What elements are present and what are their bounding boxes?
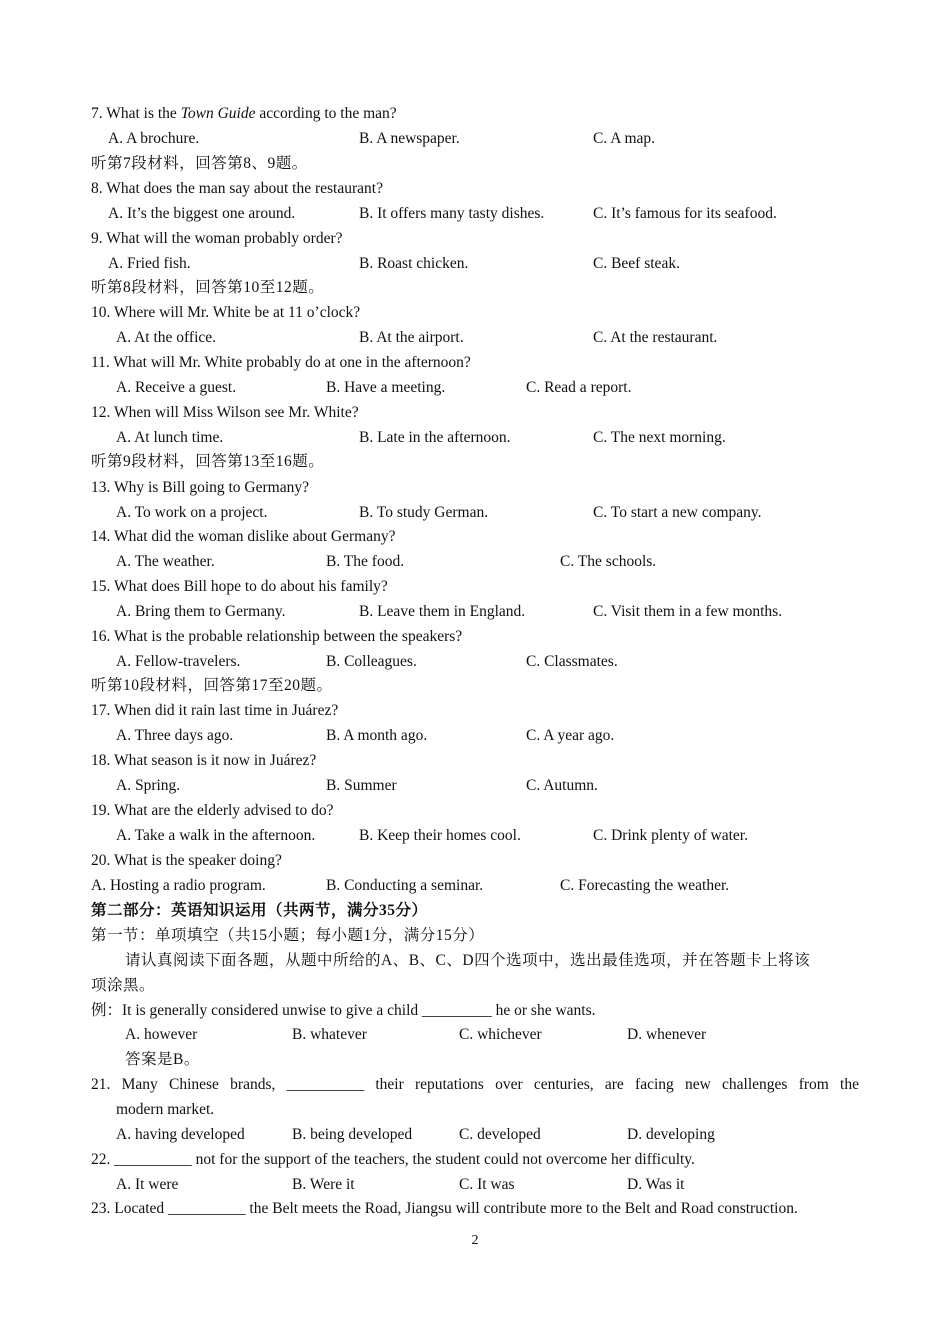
q11-option-a[interactable]: A. Receive a guest. [116,379,237,396]
q7-option-b[interactable]: B. A newspaper. [359,130,460,147]
q13-option-b[interactable]: B. To study German. [359,504,489,521]
q11-option-b[interactable]: B. Have a meeting. [326,379,446,396]
q19-option-c[interactable]: C. Drink plenty of water. [593,827,748,844]
q8-option-b[interactable]: B. It offers many tasty dishes. [359,205,545,222]
example-question: 例：It is generally considered unwise to give a child _________ he or she wants. [91,1002,596,1019]
q15-option-c[interactable]: C. Visit them in a few months. [593,603,783,620]
q21-option-d[interactable]: D. developing [627,1126,715,1143]
example-option-a[interactable]: A. however [125,1026,198,1043]
example-answer: 答案是B。 [125,1051,200,1068]
q19-option-a[interactable]: A. Take a walk in the afternoon. [116,827,316,844]
question-21-line-1: 21. Many Chinese brands, __________ their reputations over centuries, are facing new challenges from the [91,1076,859,1093]
question-10: 10. Where will Mr. White be at 11 o’clock? [91,304,361,321]
example-option-d[interactable]: D. whenever [627,1026,707,1043]
q22-option-d[interactable]: D. Was it [627,1176,685,1193]
question-7-text: 7. What is the [91,105,181,122]
question-17: 17. When did it rain last time in Juárez? [91,702,339,719]
question-11: 11. What will Mr. White probably do at one in the afternoon? [91,354,471,371]
question-7 [91,104,397,124]
q16-option-b[interactable]: B. Colleagues. [326,653,417,670]
q9-option-a[interactable]: A. Fried fish. [108,255,191,272]
q12-option-c[interactable]: C. The next morning. [593,429,726,446]
q16-option-c[interactable]: C. Classmates. [526,653,618,670]
q15-option-b[interactable]: B. Leave them in England. [359,603,526,620]
q7-option-a[interactable]: A. A brochure. [108,130,200,147]
q12-option-b[interactable]: B. Late in the afternoon. [359,429,511,446]
section-1-heading: 第一节：单项填空（共15小题；每小题1分，满分15分） [91,927,485,944]
q12-option-a[interactable]: A. At lunch time. [116,429,224,446]
question-7-text-end: according to the man? [255,105,397,122]
q17-option-b[interactable]: B. A month ago. [326,727,428,744]
example-option-b[interactable]: B. whatever [292,1026,367,1043]
question-18: 18. What season is it now in Juárez? [91,752,317,769]
question-15: 15. What does Bill hope to do about his family? [91,578,388,595]
q18-option-b[interactable]: B. Summer [326,777,397,794]
q14-option-a[interactable]: A. The weather. [116,553,215,570]
question-20: 20. What is the speaker doing? [91,852,282,869]
question-22: 22. __________ not for the support of the teachers, the student could not overcome her difficulty. [91,1151,695,1168]
q7-option-c[interactable]: C. A map. [593,130,656,147]
q21-option-c[interactable]: C. developed [459,1126,541,1143]
question-13: 13. Why is Bill going to Germany? [91,479,309,496]
question-16: 16. What is the probable relationship between the speakers? [91,628,463,645]
q21-option-b[interactable]: B. being developed [292,1126,413,1143]
section-heading-9: 听第9段材料，回答第13至16题。 [91,453,325,470]
instructions-line-1: 请认真阅读下面各题，从题中所给的A、B、C、D四个选项中，选出最佳选项，并在答题卡上将该 [125,952,811,969]
page-number: 2 [471,1233,479,1248]
question-8: 8. What does the man say about the restaurant? [91,180,383,197]
q13-option-c[interactable]: C. To start a new company. [593,504,762,521]
q15-option-a[interactable]: A. Bring them to Germany. [116,603,286,620]
q10-option-a[interactable]: A. At the office. [116,329,217,346]
instructions-line-2: 项涂黑。 [91,977,156,994]
q20-option-a[interactable]: A. Hosting a radio program. [91,877,266,894]
q20-option-c[interactable]: C. Forecasting the weather. [560,877,730,894]
q9-option-b[interactable]: B. Roast chicken. [359,255,469,272]
question-7-italic: Town Guide [180,105,256,122]
q20-option-b[interactable]: B. Conducting a seminar. [326,877,484,894]
q14-option-c[interactable]: C. The schools. [560,553,657,570]
q11-option-c[interactable]: C. Read a report. [526,379,632,396]
q22-option-a[interactable]: A. It were [116,1176,179,1193]
q8-option-c[interactable]: C. It’s famous for its seafood. [593,205,777,222]
q22-option-b[interactable]: B. Were it [292,1176,355,1193]
part-2-heading: 第二部分：英语知识运用（共两节，满分35分） [91,902,428,919]
q22-option-c[interactable]: C. It was [459,1176,515,1193]
q8-option-a[interactable]: A. It’s the biggest one around. [108,205,296,222]
question-12: 12. When will Miss Wilson see Mr. White? [91,404,359,421]
q19-option-b[interactable]: B. Keep their homes cool. [359,827,521,844]
section-heading-7: 听第7段材料，回答第8、9题。 [91,155,308,172]
q13-option-a[interactable]: A. To work on a project. [116,504,268,521]
q9-option-c[interactable]: C. Beef steak. [593,255,680,272]
q18-option-c[interactable]: C. Autumn. [526,777,598,794]
q18-option-a[interactable]: A. Spring. [116,777,181,794]
question-9: 9. What will the woman probably order? [91,230,343,247]
example-option-c[interactable]: C. whichever [459,1026,542,1043]
question-21-line-2: modern market. [116,1101,215,1118]
q10-option-b[interactable]: B. At the airport. [359,329,464,346]
question-14: 14. What did the woman dislike about Germany? [91,528,396,545]
q17-option-a[interactable]: A. Three days ago. [116,727,234,744]
question-19: 19. What are the elderly advised to do? [91,802,334,819]
section-heading-10: 听第10段材料，回答第17至20题。 [91,677,333,694]
section-heading-8: 听第8段材料，回答第10至12题。 [91,279,325,296]
q14-option-b[interactable]: B. The food. [326,553,405,570]
q10-option-c[interactable]: C. At the restaurant. [593,329,718,346]
question-23: 23. Located __________ the Belt meets the Road, Jiangsu will contribute more to the Belt and Road construction. [91,1200,798,1217]
q17-option-c[interactable]: C. A year ago. [526,727,615,744]
q16-option-a[interactable]: A. Fellow-travelers. [116,653,241,670]
q21-option-a[interactable]: A. having developed [116,1126,245,1143]
